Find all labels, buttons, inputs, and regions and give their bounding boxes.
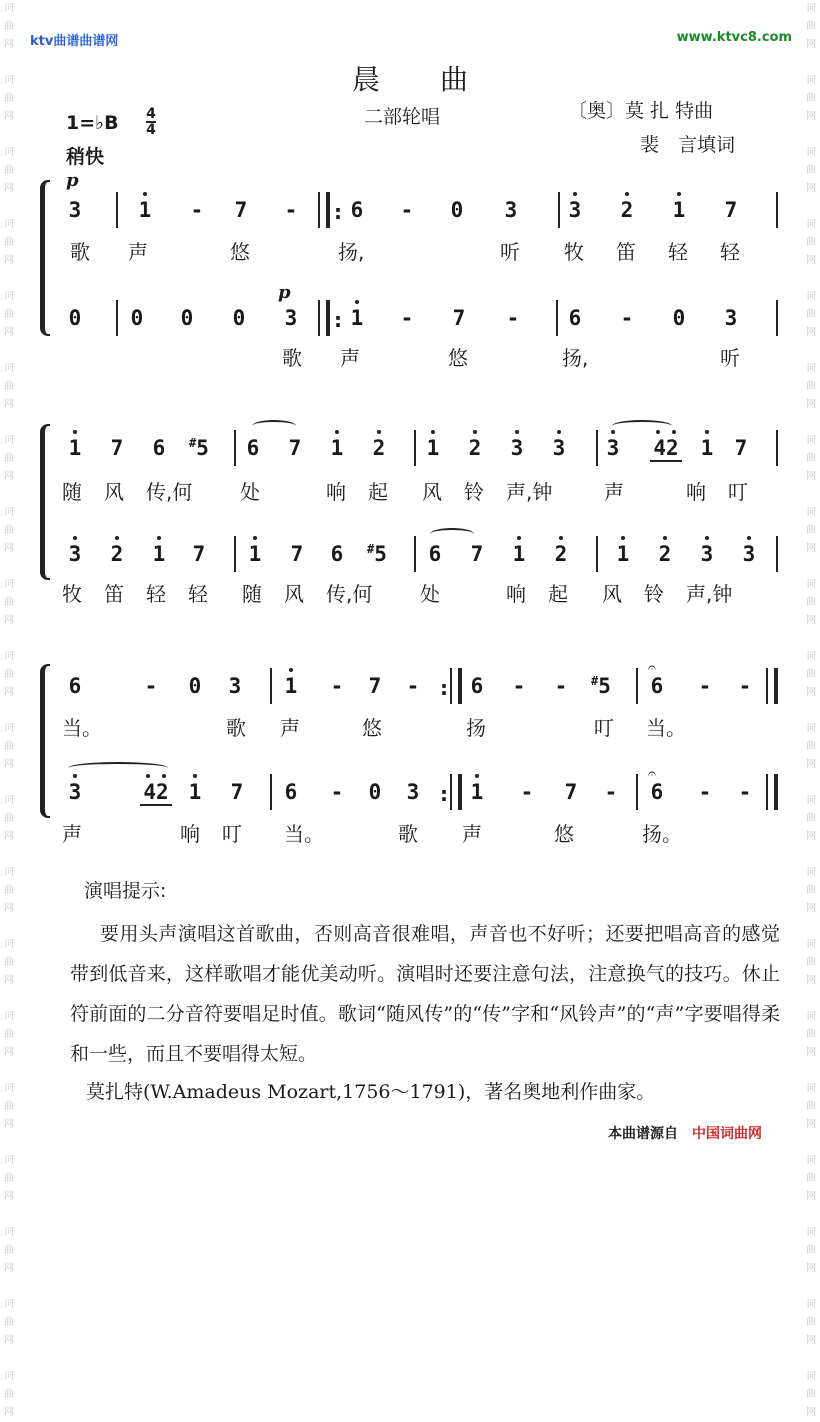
source-site-link[interactable]: 中国词曲网 [692,1126,762,1142]
hints-paragraph: 要用头声演唱这首歌曲，否则高音很难唱，声音也不好听；还要把唱高音的感觉带到低音来，这样歌唱才能优美动听。演唱时还要注意句法，注意换气的技巧。休止符前面的二分音符要唱足时值。歌词“随风传”的“传”字和“风铃声”的“声”字要唱得柔和一些，而且不要唱得太短。 [70,923,780,1065]
hints-title: 演唱提示: [84,880,167,902]
hints-mozart-note: 莫扎特(W.Amadeus Mozart,1756～1791)，著名奥地利作曲家。 [86,1081,656,1103]
key-signature: 1=♭B [66,112,119,134]
system3-upper-notes: 6 - 0 3 1 - 7 - : 6 - - #5 𝄐 6 - - [0,674,820,706]
system2-lower-notes: 3 2 1 7 1 7 6 #5 6 7 1 2 1 2 3 3 [0,542,820,574]
tempo-mark: 稍快 [66,146,105,168]
system2-upper-notes: 1 7 6 #5 6 7 1 2 1 2 3 3 3 42 1 7 [0,436,820,468]
time-signature: 4 4 [146,106,156,138]
system1-upper-notes: 3 1 - 7 - : 6 - 0 3 3 2 1 7 [0,198,820,230]
watermark-right: www.ktvc8.com [676,30,792,45]
song-title: 晨曲 [351,63,528,96]
watermark-left: ktv曲谱曲谱网 [30,34,119,49]
system3-lower-notes: 3 42 1 7 6 - 0 3 : 1 - 7 - 𝄐 6 - - [0,780,820,812]
composer: 〔奥〕莫 扎 特曲 [568,100,714,122]
lyricist: 裴 言填词 [640,134,736,156]
slur [252,420,296,432]
system1-lower-notes: 0 0 0 0 3 : 1 - 7 - 6 - 0 3 [0,306,820,338]
side-watermark-left: 词 曲 网 词 曲 网 词 曲 网 词 曲 网 词 曲 网 词 曲 网 词 曲 网 词 曲 网 词 曲 网 词 曲 网 词 曲 网 词 曲 网 词 曲 网 词 曲 网 词 曲 网 词 曲 网 词 曲 网 词 曲 网 词 曲 网 词 曲 网 [4,3,14,1418]
form-label: 二部轮唱 [364,106,441,128]
slur [430,528,474,540]
slur [68,762,168,774]
source-credit [608,1123,762,1143]
dynamic-mark: p [278,282,291,303]
dynamic-mark: p [66,170,79,191]
source-label: 本曲谱源自 [608,1126,678,1142]
slur [612,420,672,432]
side-watermark-right: 词 曲 网 词 曲 网 词 曲 网 词 曲 网 词 曲 网 词 曲 网 词 曲 网 词 曲 网 词 曲 网 词 曲 网 词 曲 网 词 曲 网 词 曲 网 词 曲 网 词 曲 网 词 曲 网 词 曲 网 词 曲 网 词 曲 网 词 曲 网 [806,3,816,1418]
